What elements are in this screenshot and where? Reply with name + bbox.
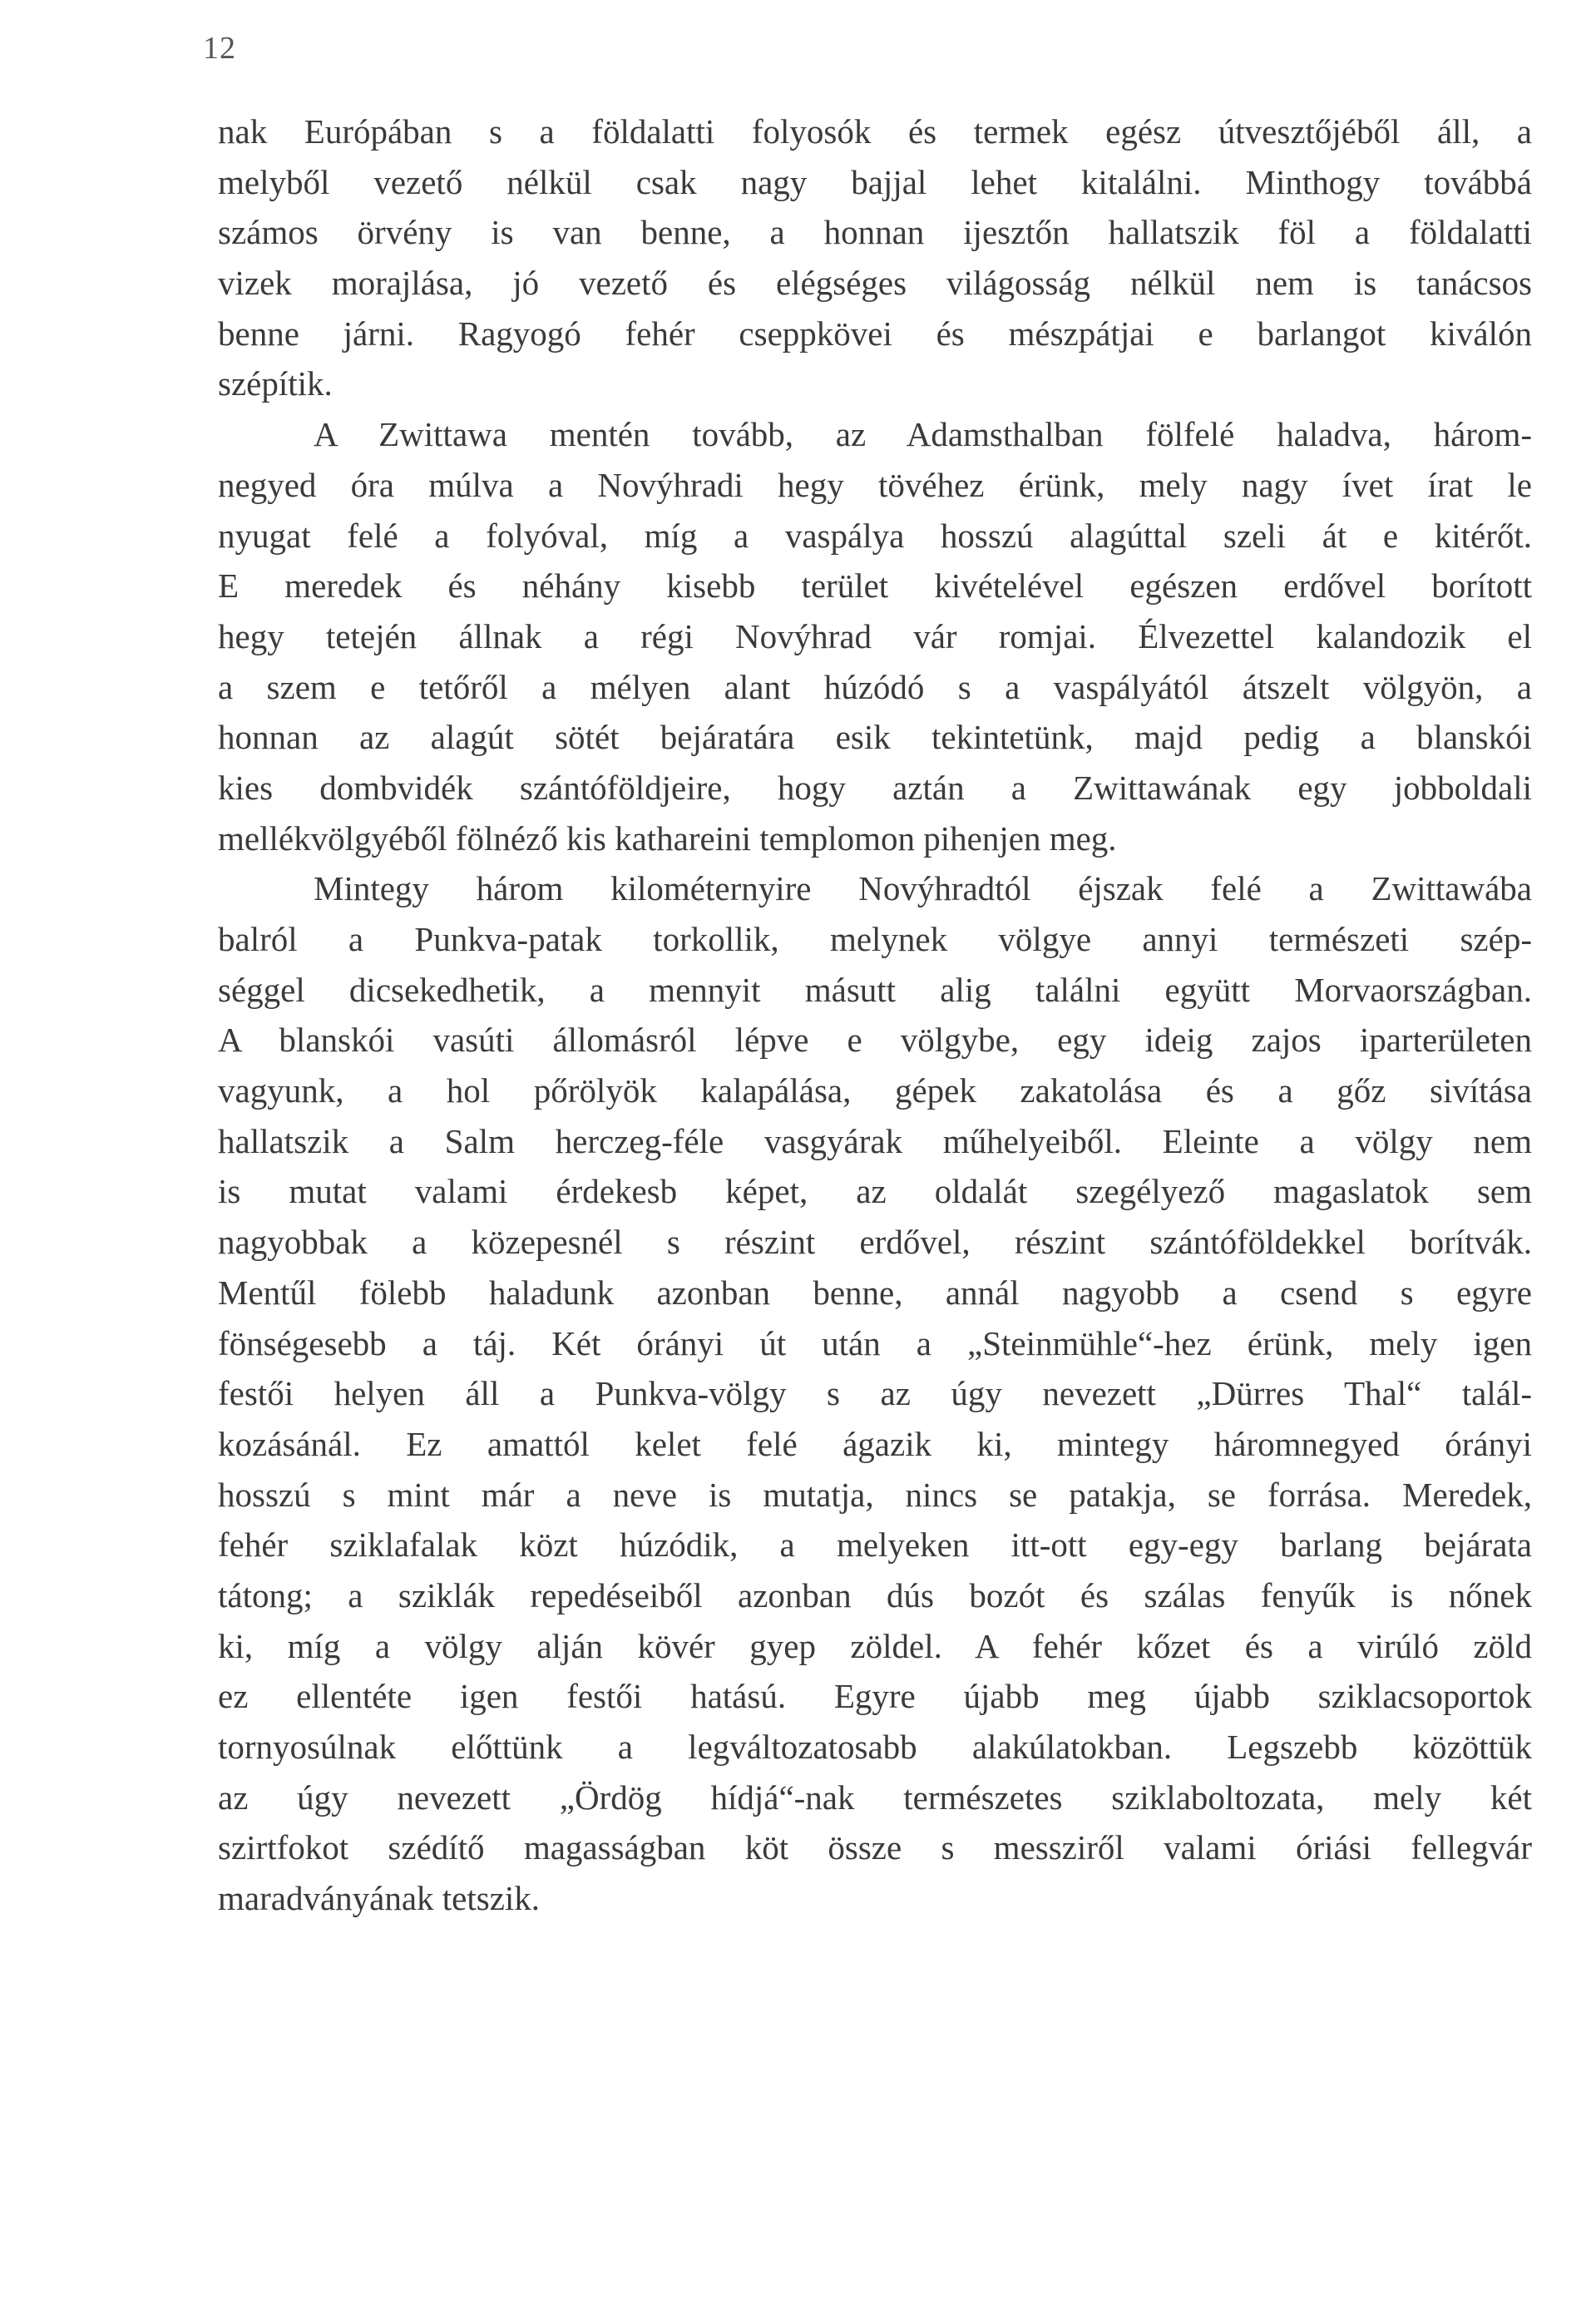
text-line: tornyosúlnak előttünk a legváltozatosabb alakúlatokban. Legszebb közöttük [218,1728,1532,1766]
text-line: Mintegy három kilométernyire Novýhradtól éjszak felé a Zwittawába [314,869,1532,908]
text-line: A blanskói vasúti állomásról lépve e völgybe, egy ideig zajos iparterületen [218,1021,1532,1060]
body-text [218,106,1532,1924]
paragraph-3 [218,863,1532,1923]
text-line: vagyunk, a hol pőrölyök kalapálása, gépek zakatolása és a gőz sivítása [218,1071,1532,1110]
text-line: ki, míg a völgy alján kövér gyep zöldel. A fehér kőzet és a virúló zöld [218,1626,1532,1665]
text-line: kozásánál. Ez amattól kelet felé ágazik ki, mintegy háromnegyed órányi [218,1424,1532,1463]
text-line: is mutat valami érdekesb képet, az oldalát szegélyező magaslatok sem [218,1172,1532,1211]
text-line: hegy tetején állnak a régi Novýhrad vár romjai. Élvezettel kalandozik el [218,616,1532,655]
text-line: nak Európában s a földalatti folyosók és termek egész útvesztőjéből áll, a [218,112,1532,151]
text-line: benne járni. Ragyogó fehér cseppkövei és mészpátjai e barlangot kiválón [218,314,1532,353]
text-line: mellékvölgyéből fölnéző kis kathareini templomon pihenjen meg. [218,818,1117,858]
text-line: melyből vezető nélkül csak nagy bajjal lehet kitalálni. Minthogy továbbá [218,162,1532,201]
text-line: festői helyen áll a Punkva-völgy s az úgy nevezett „Dürres Thal“ talál- [218,1374,1532,1413]
text-line: fehér sziklafalak közt húzódik, a melyeken itt-ott egy-egy barlang bejárata [218,1525,1532,1565]
text-line: A Zwittawa mentén tovább, az Adamsthalban fölfelé haladva, három- [314,415,1532,454]
text-line: honnan az alagút sötét bejáratára esik tekintetünk, majd pedig a blanskói [218,718,1532,757]
text-line: tátong; a sziklák repedéseiből azonban dús bozót és szálas fenyűk is nőnek [218,1575,1532,1614]
text-line: E meredek és néhány kisebb terület kivételével egészen erdővel borított [218,566,1532,606]
text-line: számos örvény is van benne, a honnan ijesztőn hallatszik föl a földalatti [218,213,1532,252]
text-line: kies dombvidék szántóföldjeire, hogy aztán a Zwittawának egy jobboldali [218,768,1532,807]
text-line: fönségesebb a táj. Két órányi út után a „Steinmühle“-hez érünk, mely igen [218,1323,1532,1362]
page-number: 12 [203,31,236,66]
text-line: szirtfokot szédítő magasságban köt össze s messziről valami óriási fellegvár [218,1828,1532,1867]
text-line: balról a Punkva-patak torkollik, melynek völgye annyi természeti szép- [218,920,1532,958]
text-line: hosszú s mint már a neve is mutatja, nincs se patakja, se forrása. Meredek, [218,1475,1532,1514]
text-line: Mentűl fölebb haladunk azonban benne, annál nagyobb a csend s egyre [218,1273,1532,1312]
text-line: a szem e tetőről a mélyen alant húzódó s a vaspályától átszelt völgyön, a [218,667,1532,706]
text-line: negyed óra múlva a Novýhradi hegy tövéhez érünk, mely nagy ívet írat le [218,465,1532,504]
text-line: szépítik. [218,364,333,403]
text-line: maradványának tetszik. [218,1879,541,1918]
text-line: ez ellentéte igen festői hatású. Egyre újabb meg újabb sziklacsoportok [218,1677,1532,1716]
text-line: nagyobbak a közepesnél s részint erdővel, részint szántóföldekkel borítvák. [218,1223,1532,1262]
paragraph-1 [218,106,1532,409]
text-line: séggel dicsekedhetik, a mennyit másutt alig találni együtt Morvaországban. [218,970,1532,1009]
paragraph-2 [218,409,1532,863]
text-line: hallatszik a Salm herczeg-féle vasgyárak műhelyeiből. Eleinte a völgy nem [218,1121,1532,1160]
text-line: az úgy nevezett „Ördög hídjá“-nak természetes sziklaboltozata, mely két [218,1778,1532,1817]
text-line: vizek morajlása, jó vezető és elégséges világosság nélkül nem is tanácsos [218,264,1532,303]
text-line: nyugat felé a folyóval, míg a vaspálya hosszú alagúttal szeli át e kitérőt. [218,516,1532,555]
